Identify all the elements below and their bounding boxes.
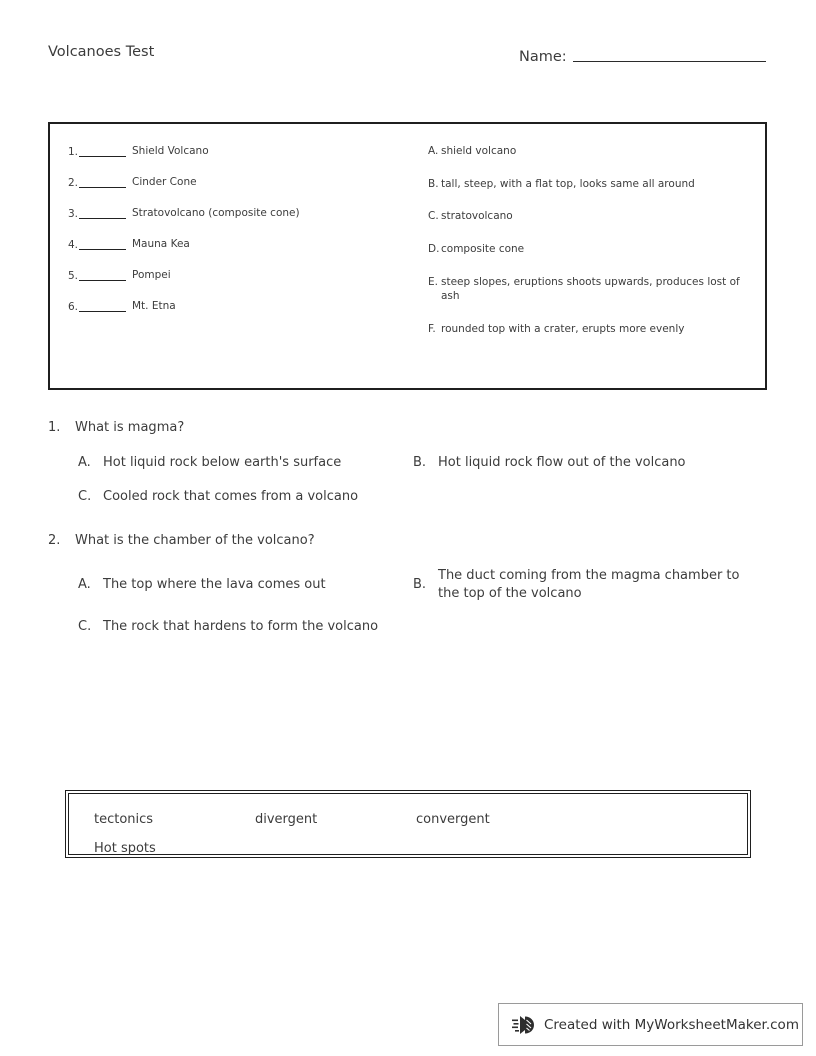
choice-text: The duct coming from the magma chamber to the top of the volcano [438,567,740,602]
matching-option [428,322,753,337]
choice-letter: A. [78,577,91,593]
matching-option-letter: E. [428,275,438,288]
choice-text: The top where the lava comes out [103,577,326,593]
matching-option-letter: C. [428,210,439,223]
choice-option-c[interactable] [48,488,413,506]
choice-letter: B. [413,455,427,470]
matching-item-term: Pompei [132,268,171,281]
matching-answer-blank[interactable] [79,237,126,250]
matching-terms-column [68,144,403,330]
matching-option-letter: A. [428,145,439,157]
matching-item [68,144,403,159]
word-bank-word[interactable]: tectonics [94,812,154,827]
choice-option-c[interactable] [48,618,468,636]
matching-answer-blank[interactable] [79,206,126,219]
matching-item-number: 2. [68,176,79,189]
page-title: Volcanoes Test [48,44,155,60]
word-bank-word[interactable]: Hot spots [94,841,156,856]
matching-option-text: shield volcano [441,145,517,157]
question-number: 1. [48,420,61,435]
question-heading [48,420,778,435]
matching-option-text: rounded top with a crater, erupts more evenly [441,323,685,336]
created-with-badge[interactable] [498,1003,803,1046]
name-label: Name: [519,49,567,65]
questions-section [48,420,778,660]
choice-option-b[interactable] [413,454,753,472]
question-choices [48,454,778,507]
matching-answer-blank[interactable] [79,175,126,188]
matching-option [428,242,753,257]
matching-item-number: 1. [68,146,79,158]
choice-text: The rock that hardens to form the volcano [103,618,379,634]
matching-option [428,209,753,224]
question-number: 2. [48,532,61,548]
choice-row [48,618,778,636]
badge-label: Created with MyWorksheetMaker.com [544,1016,799,1033]
name-input-line[interactable] [573,61,766,62]
matching-option [428,177,753,192]
word-bank-words [94,805,737,863]
matching-item-term: Mauna Kea [132,237,190,250]
matching-option-text: stratovolcano [441,210,513,223]
choice-row [48,454,778,472]
matching-answer-blank[interactable] [79,299,126,312]
matching-item [68,206,403,221]
matching-answer-blank[interactable] [79,268,126,281]
matching-option [428,144,753,159]
question-heading [48,533,778,548]
matching-item [68,268,403,283]
choice-text: Hot liquid rock flow out of the volcano [438,455,686,470]
matching-options-column [428,144,753,355]
choice-option-b[interactable] [413,567,753,604]
question-choices [48,567,778,636]
matching-option-text: steep slopes, eruptions shoots upwards, produces lost of ash [441,275,740,303]
choice-letter: C. [78,489,92,505]
choice-text: Hot liquid rock below earth's surface [103,455,342,470]
question-text: What is the chamber of the volcano? [75,532,315,548]
matching-option-letter: D. [428,243,440,256]
choice-text: Cooled rock that comes from a volcano [103,489,359,505]
choice-option-a[interactable] [48,567,413,604]
matching-option-letter: F. [428,323,436,336]
matching-option-text: composite cone [441,243,525,256]
matching-item-term: Mt. Etna [132,299,176,312]
name-field-group [519,50,766,65]
matching-item-number: 5. [68,269,79,282]
matching-item [68,175,403,190]
matching-item-term: Shield Volcano [132,145,209,157]
choice-option-a[interactable] [48,454,413,472]
choice-letter: A. [78,455,91,470]
word-bank-box [65,790,751,858]
choice-letter: B. [413,577,427,593]
worksheet-header [0,44,816,84]
matching-answer-blank[interactable] [79,144,126,157]
matching-item-term: Cinder Cone [132,175,197,188]
choice-row [48,567,778,604]
matching-option [428,275,753,304]
choice-letter: C. [78,618,92,634]
matching-item [68,237,403,252]
matching-section-box [48,122,767,390]
question-1 [48,420,778,507]
word-bank-word[interactable]: divergent [255,812,318,827]
question-2 [48,533,778,636]
matching-item [68,299,403,314]
choice-row [48,488,778,506]
matching-option-text: tall, steep, with a flat top, looks same all around [441,177,695,190]
worksheet-maker-logo-icon [512,1013,538,1037]
matching-item-term: Stratovolcano (composite cone) [132,206,300,219]
matching-item-number: 6. [68,300,79,313]
matching-option-letter: B. [428,177,439,190]
question-text: What is magma? [75,420,185,435]
matching-item-number: 3. [68,207,79,220]
matching-item-number: 4. [68,238,79,251]
word-bank-word[interactable]: convergent [416,812,490,827]
